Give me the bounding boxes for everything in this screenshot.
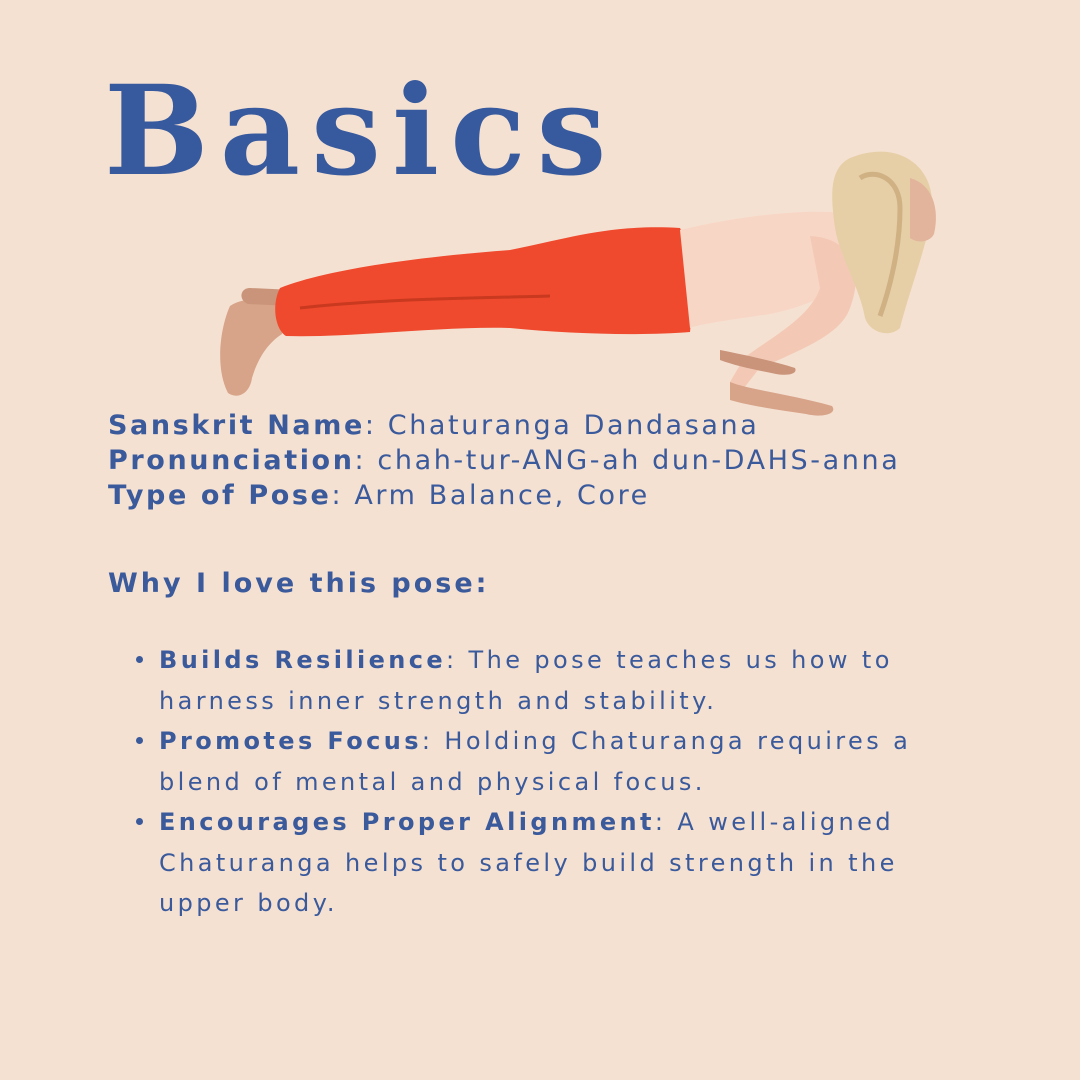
pose-type-value: : Arm Balance, Core [331,480,650,511]
pose-info [108,408,900,513]
bullet-icon [136,818,143,825]
pronunciation-label: Pronunciation [108,445,355,476]
list-item [136,640,956,721]
benefit-label: Promotes Focus [159,727,422,755]
face-shape [910,178,936,241]
pronunciation-row [108,443,900,478]
list-item [136,721,956,802]
benefit-label: Builds Resilience [159,646,447,674]
benefit-text: : Holding Chaturanga requires a blend of mental and physical focus. [159,727,912,796]
bullet-icon [136,656,143,663]
bullet-icon [136,737,143,744]
benefits-list [136,640,956,924]
page-title: Basics [104,59,618,204]
pose-type-row [108,478,900,513]
sanskrit-name-value: : Chaturanga Dandasana [364,410,760,441]
sanskrit-name-label: Sanskrit Name [108,410,365,441]
benefit-text: : A well-aligned Chaturanga helps to safely build strength in the upper body. [159,808,898,917]
pose-type-label: Type of Pose [108,480,332,511]
list-item [136,802,956,924]
sanskrit-name-row [108,408,900,443]
benefit-text: : The pose teaches us how to harness inner strength and stability. [159,646,893,715]
benefit-label: Encourages Proper Alignment [159,808,655,836]
why-heading: Why I love this pose: [108,568,490,599]
leggings-shape [275,227,691,336]
pronunciation-value: : chah-tur-ANG-ah dun-DAHS-anna [354,445,901,476]
yoga-chaturanga-figure [210,138,950,428]
